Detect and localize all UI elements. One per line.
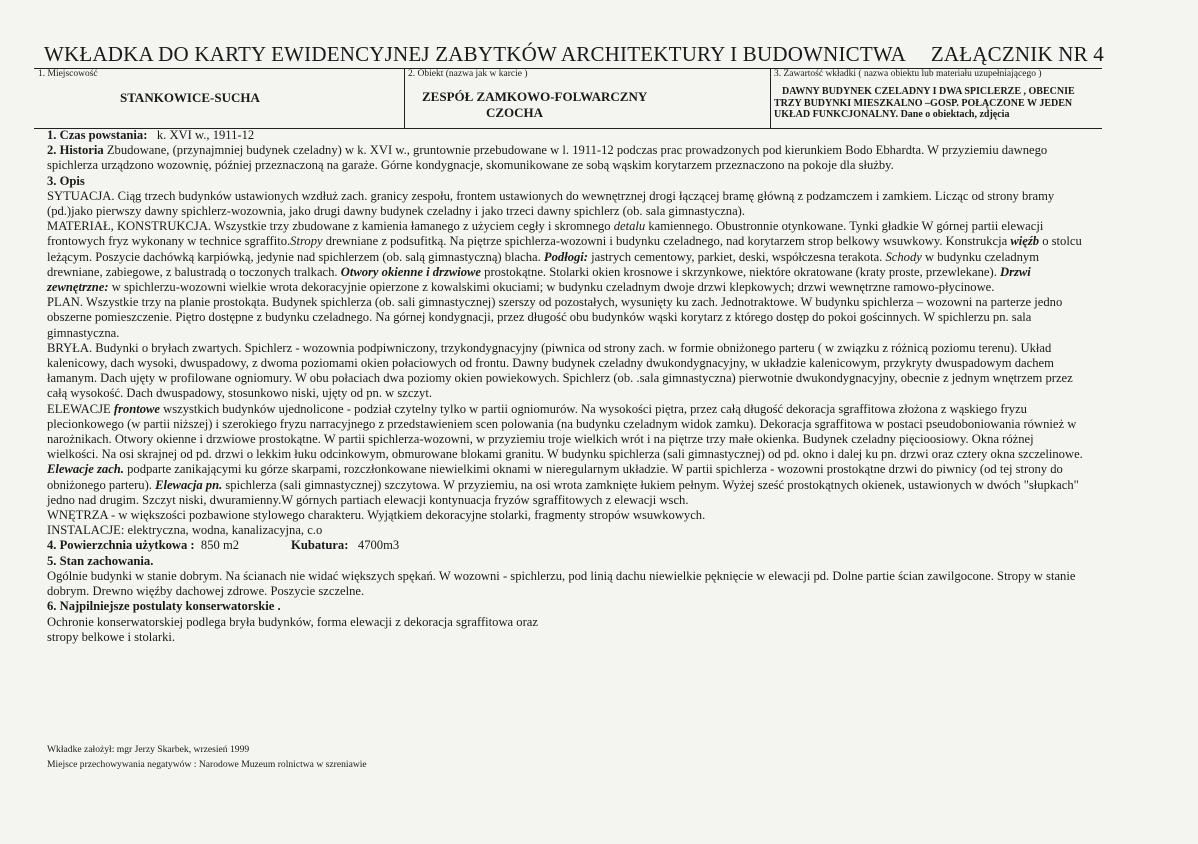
section-heading: 3. Opis	[47, 173, 85, 188]
document-body	[47, 128, 1087, 645]
text-run: wszystkich budynków ujednolicone - podział czytelny tylko w partii ogniomurów. Na wysokości piętra, przez całą długość dekoracja sgraffitowa złożona z wąskiego fryzu plecionkowego (w partii niższej) i szerokiego fryzu narracyjnego z przedstawieniem scen polowania (na budynku czeladnym widok zamku). Dekoracja sgraffitowa w postaci pseudoboniowania również w narożnikach. Otwory okienne i drzwiowe prostokątne. W partii spichlerza-wozowni, w przyziemiu troje wielkich wrót i na piętrze trzy małe okienka. Budynek czeladny pięcioosiowy. Okna różnej wielkości. Na osi skrajnej od pd. drzwi o lekkim łuku odcinkowym, obmurowane blokami granitu. W budynku spichlerza (sali gimnastycznej) od pd. okno i dalej ku pn. drzwi oraz cztery okna szczelinowe.	[47, 401, 1083, 462]
text-run: podparte zanikającymi ku górze skarpami, rozczłonkowane niewielkimi oknami w nieregularnym układzie. W partii spichlerza - wozowni prostokątne drzwi do piwnicy (od tej strony do obniżonego parteru).	[47, 462, 1063, 492]
cell-value: ZESPÓŁ ZAMKOWO-FOLWARCZNY	[422, 89, 648, 104]
section-history	[47, 143, 1087, 173]
volume-value: 4700m3	[357, 538, 400, 553]
annex-number: ZAŁĄCZNIK NR 4	[930, 42, 1104, 66]
text-run: Schody	[885, 249, 922, 264]
text-run: ELEWACJE	[47, 401, 114, 416]
document-header	[44, 42, 1104, 67]
section-heading: 4. Powierzchnia użytkowa :	[47, 538, 195, 553]
section-heading: 1. Czas powstania:	[47, 128, 148, 142]
text-run: prostokątne. Stolarki okien krosnowe i skrzynkowe, niektóre okratowane (kraty proste, przewlekane).	[481, 264, 1001, 279]
paragraph-interiors: WNĘTRZA - w większości pozbawione stylowego charakteru. Wyjątkiem dekoracyjne stolarki, fragmenty stropów wsuwkowych.	[47, 508, 706, 523]
text-run: kamiennego. Obustronnie otynkowane. Tynki gładkie W górnej partii elewacji frontowych fryz wykonany w technice sgraffito.	[47, 219, 1044, 249]
section-value: k. XVI w., 1911-12	[156, 128, 255, 142]
cell-object	[408, 69, 772, 129]
section-heading: 6. Najpilniejsze postulaty konserwatorskie .	[47, 599, 281, 614]
text-run: w spichlerzu-wozowni wielkie wrota dekoracyjnie opierzone z kowalskimi okuciami; w budynku czeladnym dwoje drzwi klepkowych; drzwi wewnętrzne ramowo-płycinowe.	[108, 280, 995, 295]
paragraph-installations: INSTALACJE: elektryczna, wodna, kanalizacyjna, c.o	[47, 523, 323, 538]
paragraph-situation: SYTUACJA. Ciąg trzech budynków ustawionych wzdłuż zach. granicy zespołu, frontem ustawionych do wewnętrznej drogi łączącej bramę główną z podzamczem i zamkiem. Licząc od strony bramy (pd.)jako pierwszy dawny spichlerz-wozownia, jako drugi dawny budynek czeladny i jako trzeci dawny spichlerz (ob. sala gimnastyczna).	[47, 188, 1055, 219]
cell-value: UKŁAD FUNKCJONALNY. Dane o obiektach, zdjęcia	[774, 109, 1010, 120]
cell-label: 3. Zawartość wkładki ( nazwa obiektu lub materiału uzupełniającego )	[774, 69, 1042, 79]
section-text: Zbudowane, (przynajmniej budynek czeladny) w k. XVI w., gruntownie przebudowane w l. 1911-12 podczas prac prowadzonych pod kierunkiem Bodo Ebhardta. W przyziemiu dawnego spichlerza urządzono wozownię, później przeznaczoną na garaże. Górne kondygnacje, skomunikowane ze sobą wąskim korytarzem przeznaczono na pokoje dla służby.	[47, 143, 1048, 173]
volume-heading: Kubatura:	[291, 538, 349, 553]
text-run: MATERIAŁ, KONSTRUKCJA. Wszystkie trzy zbudowane z kamienia łamanego z użyciem cegły i skromnego	[47, 219, 614, 234]
cell-value: STANKOWICE-SUCHA	[120, 90, 260, 105]
cell-locality	[38, 69, 402, 129]
paragraph-bryla: BRYŁA. Budynki o bryłach zwartych. Spichlerz - wozownia podpiwniczony, trzykondygnacyjny (piwnica od strony zach. w formie obniżonego parteru ( w związku z różnicą poziomu terenu). Układ kalenicowy, dach wysoki, dwuspadowy, z dwoma poziomami okien połaciowych od frontu. Dawny budynek czeladny dwukondygnacyjny, w układzie kalenicowym, przykryty dwuspadowym dachem łamanym. Dach ujęty w profilowane ogniomury. W obu połaciach dwa poziomy okien powiekowych. Spichlerz (ob. .sala gimnastyczna) pierwotnie dwukondygnacyjny, obecnie z jednym wnętrzem przez całą wysokość. Dach dwuspadowy, stosunkowo niski, ujęty od pn. w szczyt.	[47, 340, 1073, 401]
text-run: Podłogi:	[543, 249, 588, 264]
section-heading: 2. Historia	[47, 143, 104, 158]
text-run: Elewacja pn.	[155, 477, 223, 492]
cell-value: DAWNY BUDYNEK CZELADNY I DWA SPICLERZE , OBECNIE	[782, 86, 1075, 97]
paragraph-postulates-1: Ochronie konserwatorskiej podlega bryła budynków, forma elewacji z dekoracja sgraffitowa oraz	[47, 614, 538, 629]
footer-storage: Miejsce przechowywania negatywów : Narodowe Muzeum rolnictwa w szreniawie	[47, 759, 367, 770]
area-value: 850 m2	[200, 538, 240, 553]
text-run: detalu	[613, 219, 646, 234]
text-run: Stropy	[290, 234, 323, 249]
cell-value: CZOCHA	[486, 105, 544, 120]
section-date	[47, 128, 1087, 143]
text-run: spichlerza (sali gimnastycznej) szczytowa. W przyziemiu, na osi wrota zamknięte łukiem pełnym. Wyżej sześć prostokątnych okienek, ustawionych w dwóch "słupkach" jedno nad drugim. Szczyt niski, dwuramienny.W górnych partiach elewacji kontynuacja fryzów sgraffitowych z elewacji wsch.	[47, 477, 1079, 507]
text-run: jastrych cementowy, parkiet, deski, współczesna terakota.	[587, 249, 886, 264]
cell-value: TRZY BUDYNKI MIESZKALNO –GOSP. POŁĄCZONE W JEDEN	[774, 97, 1073, 109]
text-run: Elewacje zach.	[47, 462, 124, 477]
paragraph-condition: Ogólnie budynki w stanie dobrym. Na ścianach nie widać większych spękań. W wozowni - spichlerzu, pod linią dachu niewielkie pęknięcie w elewacji pd. Dolne partie ścian zawilgocone. Stropy w stanie dobrym. Drewno więźby dachowej zdrowe. Poszycie szczelne.	[47, 568, 1076, 599]
cell-label: 1. Miejscowość	[38, 69, 98, 79]
text-run: Drzwi zewnętrzne:	[47, 264, 1031, 295]
text-run: więźb	[1010, 234, 1040, 249]
document-title: WKŁADKA DO KARTY EWIDENCYJNEJ ZABYTKÓW ARCHITEKTURY I BUDOWNICTWA	[44, 42, 906, 66]
paragraph-elevations	[47, 402, 1087, 508]
cell-contents	[774, 69, 1102, 129]
section-area	[47, 538, 1087, 553]
footer-author: Wkładke założył: mgr Jerzy Skarbek, wrzesień 1999	[47, 744, 250, 755]
header-cells	[34, 69, 1102, 129]
paragraph-material	[47, 219, 1087, 295]
paragraph-postulates-2: stropy belkowe i stolarki.	[47, 629, 176, 644]
paragraph-plan: PLAN. Wszystkie trzy na planie prostokąta. Budynek spichlerza (ob. sali gimnastycznej) szerszy od pozostałych, wysunięty ku zach. Jednotraktowe. W budynku spichlerza – wozowni na parterze jedno obszerne pomieszczenie. Piętro dostępne z budynku czeladnego. Na górnej kondygnacji, przez długość obu budynków wąski korytarz z którego dostęp do pokoi gościnnych. W spichlerzu pn. sala gimnastyczna.	[47, 295, 1063, 340]
text-run: frontowe	[113, 401, 160, 416]
text-run: w budynku czeladnym drewniane, zabiegowe, z balustradą o toczonych tralkach.	[47, 249, 1040, 279]
cell-label: 2. Obiekt (nazwa jak w karcie )	[408, 69, 528, 79]
text-run: o stolcu leżącym. Poszycie dachówką karpiówką, jedynie nad spichlerzem (ob. salą gimnastyczną) blacha.	[47, 234, 1082, 264]
text-run: Otwory okienne i drzwiowe	[340, 264, 482, 279]
section-heading: 5. Stan zachowania.	[47, 553, 154, 568]
text-run: drewniane z podsufitką. Na piętrze spichlerza-wozowni i budynku czeladnego, nad korytarzem strop belkowy wsuwkowy. Konstrukcja	[322, 234, 1011, 249]
